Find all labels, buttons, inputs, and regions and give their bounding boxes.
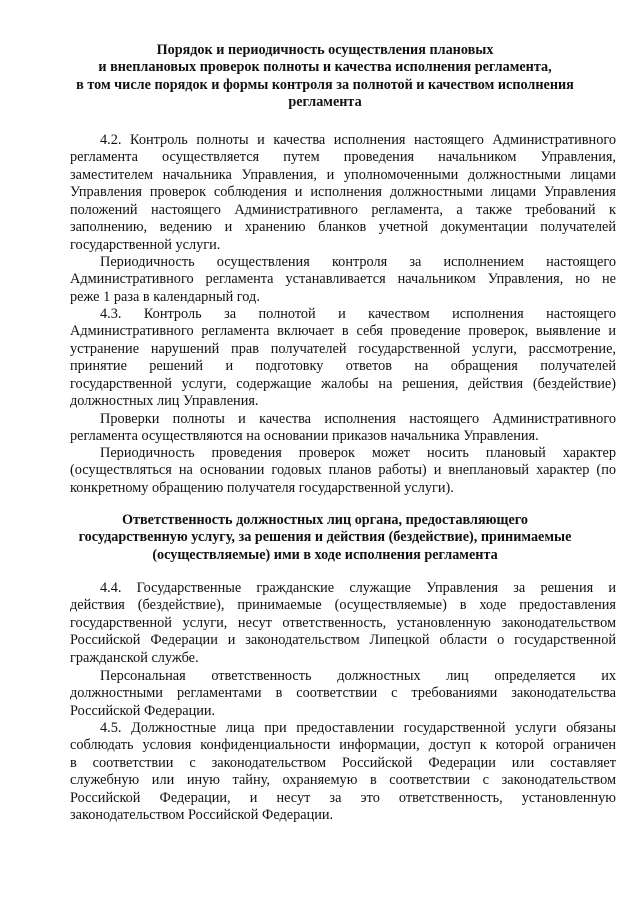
title-line: в том числе порядок и формы контроля за полнотой и качеством исполнения xyxy=(76,76,574,93)
title-line: Порядок и периодичность осуществления плановых xyxy=(156,42,494,58)
text-line: 4.4. Государственные гражданские служащие Управления за решения и xyxy=(100,580,616,596)
text-line: Проверки полноты и качества исполнения настоящего Административного xyxy=(100,411,616,427)
text-line: государственной услуги, содержащие жалобы на решения, действия (бездействие) xyxy=(70,375,616,392)
text-line: Административного регламента включает в себя проведение проверок, выявление и xyxy=(70,323,616,340)
section-subtitle xyxy=(40,512,610,564)
subtitle-line: Ответственность должностных лиц органа, предоставляющего xyxy=(122,512,528,528)
text-line: заместителем начальника Управления, и уполномоченными должностными лицами xyxy=(70,166,616,183)
paragraph-personal-responsibility xyxy=(70,668,616,720)
text-line: Управления проверок соблюдения и исполнения должностными лицами Управления xyxy=(70,184,616,201)
text-line: положений настоящего Административного регламента, а также требований к xyxy=(70,201,616,218)
paragraph-4-3 xyxy=(70,306,616,411)
paragraph-4-5 xyxy=(70,720,616,825)
text-line: законодательством Российской Федерации. xyxy=(70,807,334,824)
section-title xyxy=(40,42,610,112)
text-line: государственной услуги, несут ответственность, установленную законодательством xyxy=(70,614,616,631)
text-line: 4.2. Контроль полноты и качества исполнения настоящего Административного xyxy=(100,132,616,148)
text-line: Периодичность осуществления контроля за исполнением настоящего xyxy=(100,254,616,270)
text-line: государственной услуги. xyxy=(70,236,221,253)
text-line: гражданской службе. xyxy=(70,649,199,666)
text-line: должностными регламентами в соответствии с требованиями законодательства xyxy=(70,685,616,702)
text-line: заполнению, ведению и хранению бланков учетной документации получателей xyxy=(70,219,616,236)
text-line: Периодичность проведения проверок может носить плановый характер xyxy=(100,445,616,461)
text-line: действия (бездействие), принимаемые (осуществляемые) в ходе предоставления xyxy=(70,597,616,614)
paragraph-check-types xyxy=(70,445,616,497)
title-line: регламента xyxy=(288,94,362,111)
text-line: в соответствии с законодательством Российской Федерации или составляет xyxy=(70,754,616,771)
text-line: соблюдать условия конфиденциальности информации, доступ к которой ограничен xyxy=(70,737,616,754)
subtitle-line: (осуществляемые) ими в ходе исполнения регламента xyxy=(152,546,498,563)
text-line: 4.5. Должностные лица при предоставлении государственной услуги обязаны xyxy=(100,720,616,736)
text-line: Персональная ответственность должностных лиц определяется их xyxy=(100,668,616,684)
text-line: должностных лиц Управления. xyxy=(70,393,259,410)
paragraph-4-4 xyxy=(70,580,616,667)
paragraph-4-2 xyxy=(70,132,616,254)
text-line: 4.3. Контроль за полнотой и качеством исполнения настоящего xyxy=(100,306,616,322)
text-line: конкретному обращению получателя государственной услуги). xyxy=(70,479,454,496)
text-line: реже 1 раза в календарный год. xyxy=(70,288,260,305)
paragraph-periodicity xyxy=(70,254,616,306)
text-line: устранение нарушений прав получателей государственной услуги, рассмотрение, xyxy=(70,340,616,357)
text-line: Административного регламента устанавливается начальником Управления, но не xyxy=(70,271,616,288)
text-line: (осуществляться на основании годовых планов работы) и внеплановый характер (по xyxy=(70,462,616,479)
text-line: Российской Федерации. xyxy=(70,702,216,719)
text-line: Российской Федерации и законодательством Липецкой области о государственной xyxy=(70,632,616,649)
subtitle-line: государственную услугу, за решения и действия (бездействие), принимаемые xyxy=(78,529,572,546)
text-line: регламента осуществляется путем проведения начальником Управления, xyxy=(70,149,616,166)
title-line: и внеплановых проверок полноты и качества исполнения регламента, xyxy=(98,59,552,76)
text-line: Российской Федерации, и несут за это ответственность, установленную xyxy=(70,789,616,806)
paragraph-checks xyxy=(70,411,616,446)
text-line: регламента осуществляются на основании приказов начальника Управления. xyxy=(70,428,539,445)
text-line: принятие решений и подготовку ответов на обращения получателей xyxy=(70,358,616,375)
text-line: служебную или иную тайну, охраняемую в соответствии с законодательством xyxy=(70,772,616,789)
